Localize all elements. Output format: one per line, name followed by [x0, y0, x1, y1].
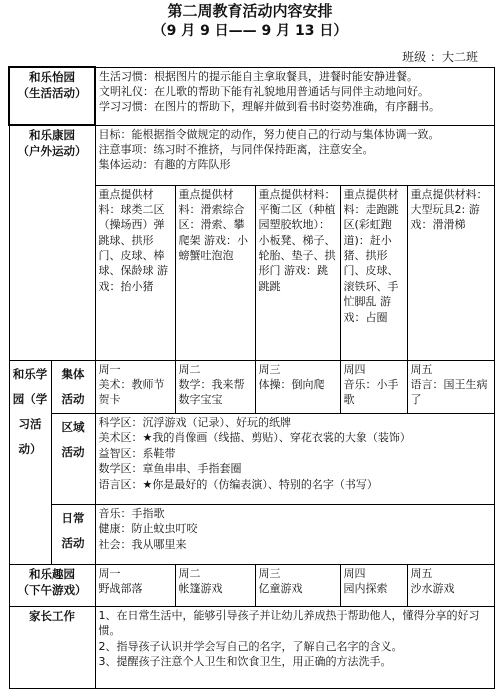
area-activity-label: 区域 活动: [51, 414, 95, 505]
life-item: 文明礼仪：在儿歌的帮助下能有礼貌地用普通话与同伴主动地问好。: [99, 84, 429, 98]
area-item: 语言区：★你是最好的（仿编表演）、特别的名字（书写）: [98, 477, 378, 491]
life-content: [95, 67, 494, 125]
parents-item: 1、在日常生活中，能够引导孩子并让幼儿养成热于帮助他人，懂得分享的好习惯。: [98, 609, 480, 638]
life-item: 学习习惯：在图片的帮助下，理解并做到看书时姿势准确，有序翻书。: [99, 100, 440, 114]
group-activity-label: 集体 活动: [51, 360, 95, 414]
page-title: 第二周教育活动内容安排: [167, 2, 333, 20]
parents-label: 家长工作: [9, 607, 95, 689]
parents-item: 2、指导孩子认识并学会写自己的名字，了解自己名字的含义。: [98, 639, 403, 653]
daily-item: 音乐：手指歌: [98, 507, 165, 521]
play-wed: 周三 亿童游戏: [255, 565, 340, 607]
outdoor-day-wed: 重点提供材料：平衡二区（种植园塑胶软地）：小板凳、梯子、轮胎、垫子、拱形门 游戏：跳跳跳: [255, 185, 340, 360]
outdoor-day-tue: 重点提供材料：滑索综合区：滑索、攀爬架 游戏：小螃蟹吐泡泡: [175, 185, 255, 360]
play-fri: 周五 沙水游戏: [407, 565, 494, 607]
learning-group-row: [9, 360, 494, 414]
area-activity-content: [95, 414, 494, 505]
group-activity-wed: 周三 体操：倒向爬: [255, 360, 340, 414]
play-tue: 周二 帐篷游戏: [175, 565, 255, 607]
play-row: [9, 565, 494, 607]
group-activity-thu: 周四 音乐：小手歌: [340, 360, 407, 414]
outdoor-goal-row: [9, 125, 494, 185]
outdoor-notes: 注意事项：练习时不推挤，与同伴保持距离，注意安全。: [98, 142, 374, 156]
group-activity-tue: 周二 数学：我来帮数字宝宝: [175, 360, 255, 414]
area-item: 科学区：沉浮游戏（记录）、好玩的纸牌: [98, 416, 291, 430]
area-item: 数学区：章鱼串串、手指套圈: [98, 462, 242, 476]
life-label: 和乐怡园 （生活活动）: [9, 67, 95, 125]
group-activity-fri: 周五 语言：国王生病了: [407, 360, 494, 414]
outdoor-day-thu: 重点提供材料：走跑跳区(彩虹跑道)：赶小猪、拱形门、皮球、滚铁环、手忙脚乱 游戏：占圈: [340, 185, 407, 360]
play-mon: 周一 野战部落: [95, 565, 175, 607]
learning-daily-row: [9, 505, 494, 565]
outdoor-goals: [95, 125, 494, 185]
area-item: 益智区：系鞋带: [98, 446, 176, 460]
daily-activity-label: 日常 活动: [51, 505, 95, 565]
schedule-table: [8, 66, 495, 689]
parents-item: 3、提醒孩子注意个人卫生和饮食卫生，用正确的方法洗手。: [98, 655, 392, 669]
parents-content: [95, 607, 494, 689]
outdoor-day-fri: 重点提供材料：大型玩具2: 游戏：滑滑梯: [407, 185, 494, 360]
play-label: 和乐趣园 （下午游戏）: [9, 565, 95, 607]
group-activity-mon: 周一 美术：教师节贺卡: [95, 360, 175, 414]
daily-item: 社会：我从哪里来: [98, 537, 187, 551]
life-row: [9, 67, 494, 125]
learning-label: 和乐学园（学习活动）: [9, 360, 51, 565]
outdoor-group-sport: 集体运动：有趣的方阵队形: [98, 158, 231, 172]
parents-row: [9, 607, 494, 689]
outdoor-label: 和乐康园 （户外运动）: [9, 125, 95, 360]
area-item: 美术区：★我的肖像画（线描、剪贴）、穿花衣裳的大象（装饰）: [98, 431, 411, 445]
life-item: 生活习惯：根据图片的提示能自主拿取餐具，进餐时能安静进餐。: [99, 69, 418, 83]
class-label: 班级 ：大二班: [402, 50, 478, 64]
date-range: （9 月 9 日—— 9 月 13 日）: [152, 23, 348, 39]
outdoor-day-mon: 重点提供材料：球类二区（操场西）弹跳球、拱形门、皮球、棒球、保龄球 游戏：抬小猪: [95, 185, 175, 360]
learning-area-row: [9, 414, 494, 505]
play-thu: 周四 园内探索: [340, 565, 407, 607]
outdoor-goal: 目标：能根据指令做规定的动作，努力使自己的行动与集体协调一致。: [98, 127, 440, 141]
daily-item: 健康：防止蚊虫叮咬: [98, 522, 198, 536]
daily-activity-content: [95, 505, 494, 565]
